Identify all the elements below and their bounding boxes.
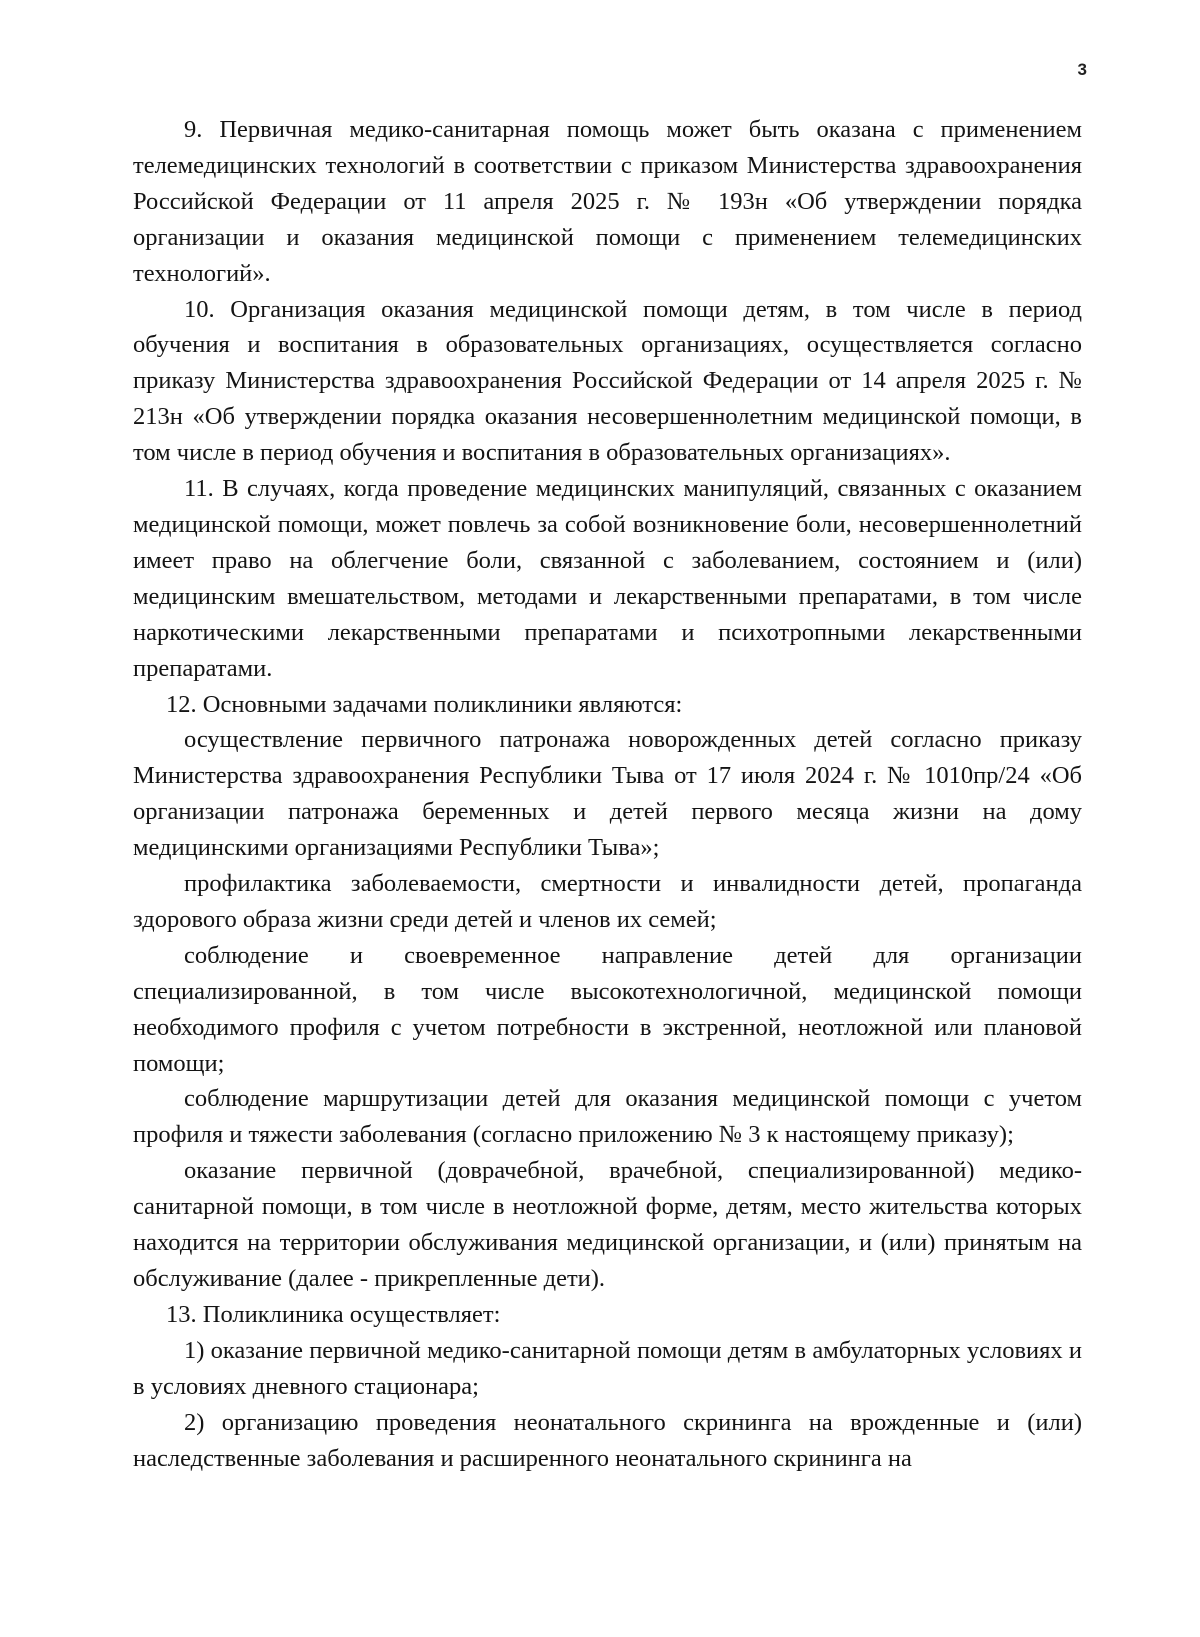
paragraph-item-11: 11. В случаях, когда проведение медицинских манипуляций, связанных с оказанием медицинской помощи, может повлечь за собой возникновение боли, несовершеннолетний имеет право на облегчение боли, связанной с заболеванием, состоянием и (или) медицинским вмешательством, методами и лекарственными препаратами, в том числе наркотическими лекарственными препаратами и психотропными лекарственными препаратами. bbox=[133, 475, 1082, 682]
paragraph-item-9: 9. Первичная медико-санитарная помощь может быть оказана с применением телемедицинских технологий в соответствии с приказом Министерства здравоохранения Российской Федерации от 11 апреля 2025 г. № 193н «Об утверждении порядка организации и оказания медицинской помощи с применением телемедицинских технологий». bbox=[133, 116, 1082, 287]
page-number: 3 bbox=[1077, 60, 1087, 79]
task-specialized-referral: соблюдение и своевременное направление детей для организации специализированной, в том числе высокотехнологичной, медицинской помощи необходимого профиля с учетом потребности в экстренной, неотложной или плановой помощи; bbox=[133, 941, 1082, 1077]
function-item-1: 1) оказание первичной медико-санитарной помощи детям в амбулаторных условиях и в условиях дневного стационара; bbox=[133, 1336, 1082, 1400]
task-newborn-patronage: осуществление первичного патронажа новорожденных детей согласно приказу Министерства здравоохранения Республики Тыва от 17 июля 2024 г. № 1010пр/24 «Об организации патронажа беременных и детей первого месяца жизни на дому медицинскими организациями Республики Тыва»; bbox=[133, 726, 1082, 862]
paragraph-item-10: 10. Организация оказания медицинской помощи детям, в том числе в период обучения и воспитания в образовательных организациях, осуществляется согласно приказу Министерства здравоохранения Российской Федерации от 14 апреля 2025 г. № 213н «Об утверждении порядка оказания несовершеннолетним медицинской помощи, в том числе в период обучения и воспитания в образовательных организациях». bbox=[133, 295, 1082, 467]
task-primary-care: оказание первичной (доврачебной, врачебной, специализированной) медико-санитарной помощи, в том числе в неотложной форме, детям, место жительства которых находится на территории обслуживания медицинской организации, и (или) принятым на обслуживание (далее - прикрепленные дети). bbox=[133, 1157, 1082, 1292]
task-prevention: профилактика заболеваемости, смертности и инвалидности детей, пропаганда здорового образа жизни среди детей и членов их семей; bbox=[133, 870, 1082, 933]
function-item-2: 2) организацию проведения неонатального скрининга на врожденные и (или) наследственные заболевания и расширенного неонатального скрининга на bbox=[133, 1408, 1082, 1472]
paragraph-item-12-heading: 12. Основными задачами поликлиники являются: bbox=[166, 690, 683, 718]
task-routing: соблюдение маршрутизации детей для оказания медицинской помощи с учетом профиля и тяжести заболевания (согласно приложению № 3 к настоящему приказу); bbox=[133, 1085, 1082, 1149]
paragraph-item-13-heading: 13. Поликлиника осуществляет: bbox=[166, 1300, 501, 1328]
document-body bbox=[133, 112, 1082, 1476]
